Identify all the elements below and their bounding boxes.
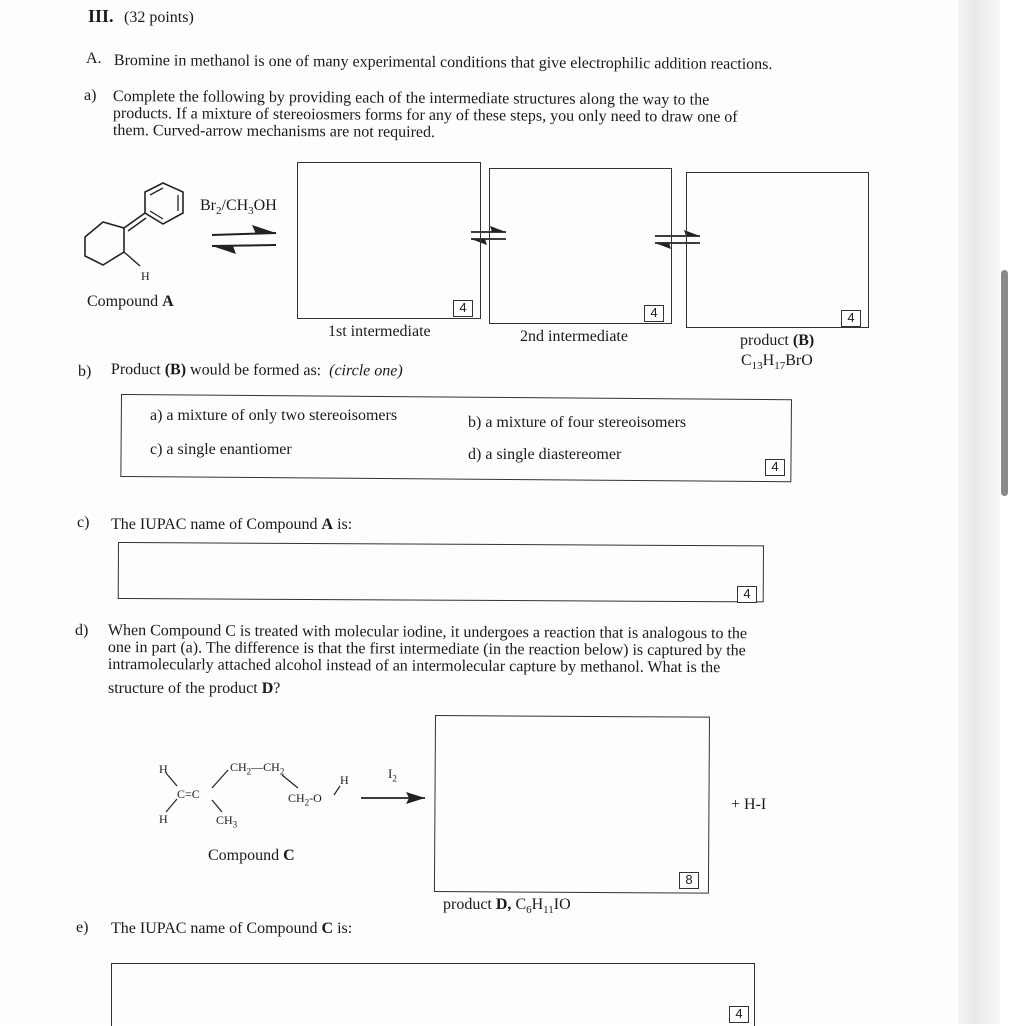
question-c-prompt: The IUPAC name of Compound A is: bbox=[111, 516, 353, 533]
question-e-points: 4 bbox=[729, 1006, 749, 1023]
product-b-label: product (B) bbox=[740, 332, 815, 349]
question-b-prompt: Product (B) would be formed as: (circle one) bbox=[110, 361, 403, 380]
c-bond-to-ch3 bbox=[212, 800, 222, 812]
product-d-label: product D, $C_6H_{11}IO$ bbox=[443, 896, 571, 917]
question-c-label: c) bbox=[77, 514, 90, 531]
forward-arrowhead bbox=[252, 225, 276, 234]
second-intermediate-answer-box[interactable] bbox=[489, 168, 672, 324]
c-oh-h: H bbox=[340, 773, 349, 787]
product-b-answer-box[interactable] bbox=[686, 172, 869, 328]
section-number: III. bbox=[88, 6, 114, 26]
h-bond bbox=[124, 252, 140, 266]
section-points: (32 points) bbox=[124, 9, 194, 26]
c-ch2-o: $CH_2-O$ bbox=[288, 791, 322, 808]
question-a-line-1: Complete the following by providing each of the intermediate structures along the way to the bbox=[112, 88, 710, 109]
c-h-bottom: H bbox=[159, 812, 168, 826]
compound-c-name-answer-box[interactable] bbox=[111, 963, 755, 1026]
first-intermediate-label: 1st intermediate bbox=[328, 323, 431, 340]
option-d[interactable]: d) a single diastereomer bbox=[468, 446, 622, 463]
question-e-prompt: The IUPAC name of Compound C is: bbox=[111, 920, 353, 937]
question-d-line-4: structure of the product D? bbox=[108, 680, 281, 697]
option-c[interactable]: c) a single enantiomer bbox=[150, 441, 292, 458]
question-b-points: 4 bbox=[765, 459, 785, 476]
part-a-text: Bromine in methanol is one of many experimental conditions that give electrophilic addition reactions. bbox=[113, 52, 773, 74]
reverse-arrow bbox=[212, 245, 276, 246]
first-intermediate-answer-box[interactable] bbox=[297, 162, 481, 319]
question-c-points: 4 bbox=[737, 586, 757, 603]
hi-byproduct: + H-I bbox=[731, 796, 767, 813]
question-e-label: e) bbox=[76, 919, 89, 936]
compound-a-name-answer-box[interactable] bbox=[118, 542, 764, 602]
bromine-reagent: $Br_2/CH_3OH$ bbox=[200, 197, 277, 218]
benzene-ring bbox=[145, 183, 183, 224]
c-alkene: C=C bbox=[177, 787, 200, 801]
compound-a-label: Compound A bbox=[87, 293, 174, 310]
question-d-line-1: When Compound C is treated with molecular iodine, it undergoes a reaction that is analogous to the bbox=[107, 622, 748, 643]
question-a-line-2: products. If a mixture of stereoiosmers forms for any of these steps, you only need to draw one of bbox=[112, 105, 738, 126]
cyclohexene-ring bbox=[85, 222, 124, 265]
option-a[interactable]: a) a mixture of only two stereoisomers bbox=[150, 407, 398, 424]
product-d-answer-box[interactable] bbox=[434, 715, 710, 894]
product-b-formula: $C_{13}H_{17}BrO$ bbox=[741, 352, 813, 373]
question-d-points: 8 bbox=[679, 872, 699, 889]
question-a-label: a) bbox=[84, 87, 97, 104]
second-intermediate-points: 4 bbox=[644, 305, 664, 322]
compound-c-label: Compound C bbox=[208, 847, 295, 864]
product-b-points: 4 bbox=[841, 310, 861, 327]
c-bond-ch2-ch2 bbox=[282, 775, 298, 788]
part-a-label: A. bbox=[86, 50, 102, 67]
compound-a-h-label: H bbox=[141, 269, 150, 283]
c-bond-to-ch2 bbox=[212, 770, 228, 788]
first-intermediate-points: 4 bbox=[453, 300, 473, 317]
question-a-line-3: them. Curved-arrow mechanisms are not required. bbox=[112, 122, 436, 141]
c-ch2-ch2: $CH_2—CH_2$ bbox=[230, 760, 285, 777]
question-b-label: b) bbox=[78, 363, 92, 380]
option-b[interactable]: b) a mixture of four stereoisomers bbox=[468, 414, 687, 431]
reverse-arrowhead bbox=[212, 246, 236, 254]
c-h-top: H bbox=[159, 762, 168, 776]
question-d-label: d) bbox=[75, 622, 89, 639]
iodine-reagent: $I_2$ bbox=[388, 766, 397, 784]
ring-double-bond bbox=[128, 218, 146, 231]
second-intermediate-label: 2nd intermediate bbox=[520, 328, 628, 345]
c-ch3: $CH_3$ bbox=[216, 813, 238, 830]
question-d-line-2: one in part (a). The difference is that the first intermediate (in the reaction below) is captured by the bbox=[107, 639, 746, 660]
question-d-line-3: intramolecularly attached alcohol instead of an intermolecular capture by methanol. What is the bbox=[107, 656, 721, 677]
